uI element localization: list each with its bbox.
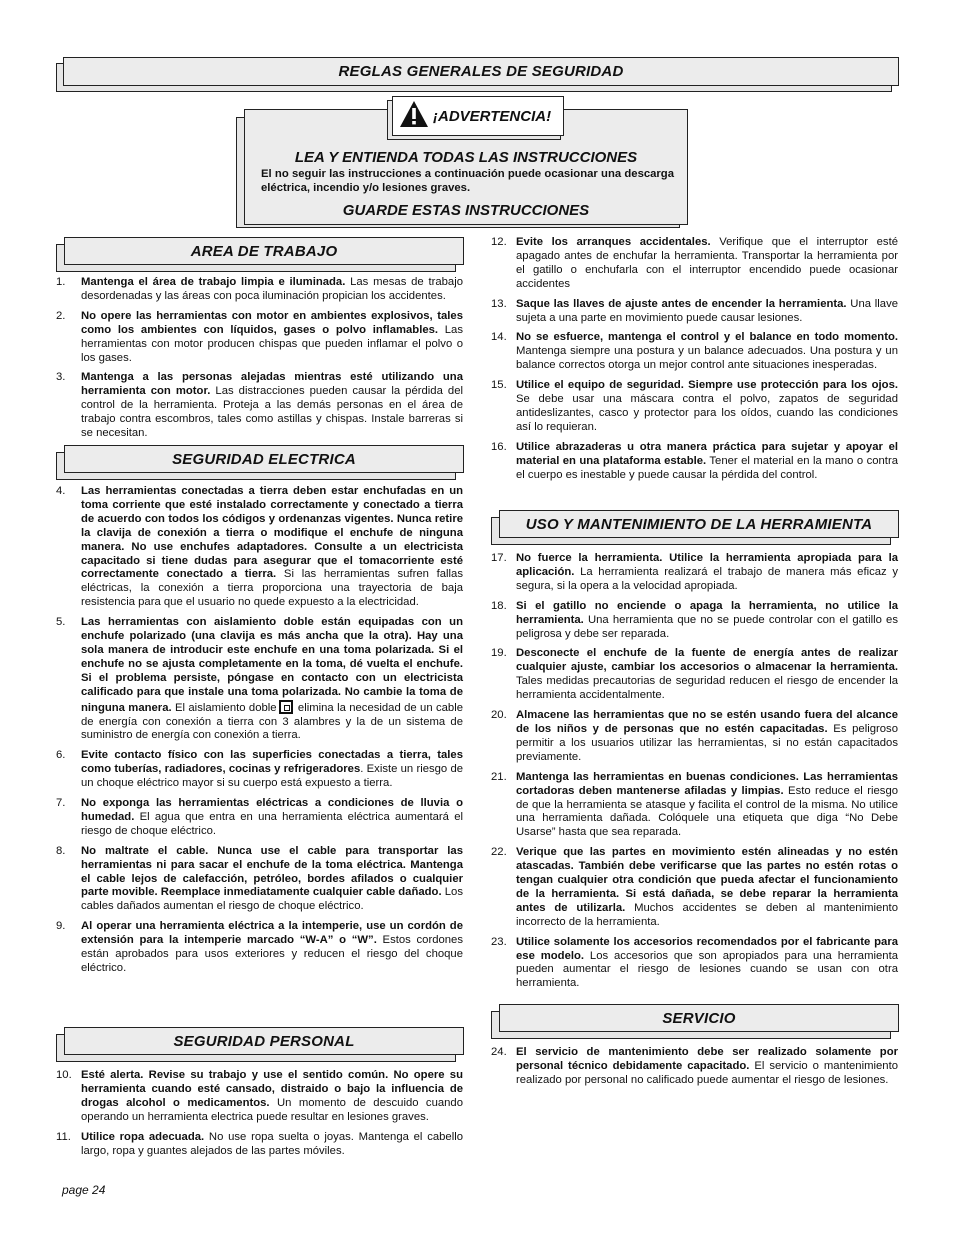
list-item: 21. Mantenga las herramientas en buenas condiciones. Las herramientas cortadoras deben mantenerse afiladas y limpias. Esto reduce el riesgo de que la herramienta se atasque y facilita el control de la misma. No utilice una herramienta dañada. Colóquele una etiqueta que diga “No Debe Usarse” hasta que sea reparada. [491,770,899,839]
electrica-list [56,485,463,982]
warning-tag-label: ¡ADVERTENCIA! [433,107,552,125]
list-item: 3. Mantenga a las personas alejadas mientras esté utilizando una herramienta con motor. Las distracciones pueden causar la pérdida del control de la herramienta. Proteja a las demás personas en el área de trabajo contra escombros, tales como astillas y chispas. Instale barreras si se necesitan. [56,371,463,440]
main-title: REGLAS GENERALES DE SEGURIDAD [63,57,899,86]
servicio-list [491,1046,898,1094]
list-item: 5. Las herramientas con aislamiento doble están equipadas con un enchufe polarizado (una clavija es más ancha que la otra). Hay una sola manera de introducir este enchufe en una toma polarizada. Si el enchufe no se ajusta completamente en la toma, dé vuelta el enchufe. Si el problema persiste, póngase en contacto con un electricista calificado para que instale una toma polarizada. No cambie la toma de ninguna manera. El aislamiento doble elimina la necesidad de un cable de energía con conexión a tierra con 3 alambres y la de un sistema de suministro de energía con conexión a tierra. [56,616,463,742]
warning-tag [392,96,564,136]
list-item: 18. Si el gatillo no enciende o apaga la herramienta, no utilice la herramienta. Una herramienta que no se puede controlar con el gatillo es peligrosa y debe ser reparada. [491,599,898,640]
list-item: 4. Las herramientas conectadas a tierra deben estar enchufadas en un toma corriente que esté instalado correctamente y conectado a tierra de acuerdo con todos los códigos y ordenanzas vigentes. Nunca retire la clavija de conexión a tierra o modifique el enchufe de ninguna manera. No use enchufes adaptadores. Consulte a un electricista capacitado si tiene dudas para asegurar que el tomacorriente esté correctamente conectado a tierra. Si las herramientas sufren fallas eléctricas, la conexión a tierra proporciona una trayectoria de baja resistencia para que el usuario no quede expuesto a la electricidad. [56,485,463,609]
area-list [56,276,463,447]
personal-list-right [491,236,898,489]
warning-triangle-icon [399,100,429,132]
list-item: 1. Mantenga el área de trabajo limpia e iluminada. Las mesas de trabajo desordenadas y las áreas con poca iluminación propician los accidentes. [56,276,463,302]
section-title-electrica: SEGURIDAD ELECTRICA [64,445,464,473]
warning-heading: LEA Y ENTIENDA TODAS LAS INSTRUCCIONES [294,149,638,166]
page-number: page 24 [62,1183,106,1197]
list-item: 24. El servicio de mantenimiento debe ser realizado solamente por personal técnico debidamente capacitado. El servicio o mantenimiento realizado por personal no calificado puede aumentar el riesgo de lesiones. [491,1046,898,1086]
list-item: 17. No fuerce la herramienta. Utilice la herramienta apropiada para la aplicación. La herramienta realizará el trabajo de manera más eficaz y segura, si la opera a la velocidad apropiada. [491,552,898,592]
list-item: 12. Evite los arranques accidentales. Verifique que el interruptor esté apagado antes de enchufar la herramienta. Transportar la herramienta por el gatillo o enchufarla con el interruptor encendido puede ocasionar accidentes [491,236,898,290]
double-insulation-icon [279,700,293,714]
list-item: 6. Evite contacto físico con las superficies conectadas a tierra, tales como tuberías, radiadores, cocinas y refrigeradores. Existe un riesgo de un choque eléctrico mayor si su cuerpo está expuesto a tierra. [56,749,464,790]
list-item: 15. Utilice el equipo de seguridad. Siempre use protección para los ojos. Se debe usar una máscara contra el polvo, zapatos de seguridad antideslizantes, casco y protector para los oídos, cuando las condiciones así lo requieran. [491,379,898,433]
list-item: 10. Esté alerta. Revise su trabajo y use el sentido común. No opere su herramienta cuando esté cansado, distraido o bajo la influencia de drogas alcohol o medicamentos. Un momento de descuido cuando operando un herramienta electrica puede resultar en lesiones graves. [56,1069,463,1123]
personal-list-left [56,1069,463,1164]
section-title-servicio: SERVICIO [499,1004,899,1032]
section-title-personal: SEGURIDAD PERSONAL [64,1027,464,1055]
list-item: 19. Desconecte el enchufe de la fuente de energía antes de realizar cualquier ajuste, cambiar los accesorios o almacenar la herramienta. Tales medidas precautorias de seguridad reducen el riesgo de encender la herramienta accidentalmente. [491,647,898,702]
list-item: 16. Utilice abrazaderas u otra manera práctica para sujetar y apoyar el material en una plataforma estable. Tener el material en la mano o contra el cuerpo es inestable y puede causar la pérdida del control. [491,440,898,481]
list-item: 2. No opere las herramientas con motor en ambientes explosivos, tales como los ambientes con líquidos, gases o polvo inflamables. Las herramientas con motor producen chispas que pueden inflamar el polvo o los gases. [56,309,463,364]
list-item: 7. No exponga las herramientas eléctricas a condiciones de lluvia o humedad. El agua que entra en una herramienta eléctrica aumentará el riesgo de choque eléctrico. [56,797,463,837]
section-title-uso: USO Y MANTENIMIENTO DE LA HERRAMIENTA [499,510,899,538]
list-item: 13. Saque las llaves de ajuste antes de encender la herramienta. Una llave sujeta a una parte en movimiento puede causar lesiones. [491,297,898,324]
list-item: 9. Al operar una herramienta eléctrica a la intemperie, use un cordón de extensión para la intemperie marcado “W-A” o “W”. Estos cordones están aprobados para usos exteriores y reducen el riesgo del choque eléctrico. [56,920,463,974]
list-item: 22. Verique que las partes en movimiento estén alineadas y no estén atascadas. También debe verificarse que las partes no estén rotas o tengan cualquier otra condición que pueda afectar el funcionamiento de la herramienta. Si está dañada, se debe reparar la herramienta antes de utilizarla. Muchos accidentes se deben al mantenimiento incorrecto de la herramienta. [491,846,898,928]
list-item: 11. Utilice ropa adecuada. No use ropa suelta o joyas. Mantenga el cabello largo, ropa y guantes alejados de las partes móviles. [56,1130,463,1157]
uso-list [491,552,898,997]
list-item: 8. No maltrate el cable. Nunca use el cable para transportar las herramientas ni para sacar el enchufe de la toma eléctrica. Mantenga el cable lejos de calefacción, petróleo, bordes afilados o cualquier parte movible. Reemplace inmediatamente cualquier cable dañado. Los cables dañados aumentan el riesgo de choque eléctrico. [56,844,463,913]
section-title-area: AREA DE TRABAJO [64,237,464,265]
list-item: 23. Utilice solamente los accesorios recomendados por el fabricante para ese modelo. Los accesorios que son apropiados para una herramienta pueden aumentar el riesgo de lesiones cuando se usan con otra herramienta. [491,935,898,990]
warning-body: El no seguir las instrucciones a continuación puede ocasionar una descarga eléctrica, incendio y/o lesiones graves. [261,168,674,194]
list-item: 14. No se esfuerce, mantenga el control y el balance en todo momento. Mantenga siempre una postura y un balance adecuados. Una postura y un balance correctos otorga un mejor control ante situaciones inesperadas. [491,331,898,372]
warning-footer: GUARDE ESTAS INSTRUCCIONES [342,202,590,219]
list-item: 20. Almacene las herramientas que no se estén usando fuera del alcance de los niños y de personas que no estén capacitadas. Es peligroso permitir a los usuarios utilizar las herramientas, si no están capacitados previamente. [491,709,898,763]
